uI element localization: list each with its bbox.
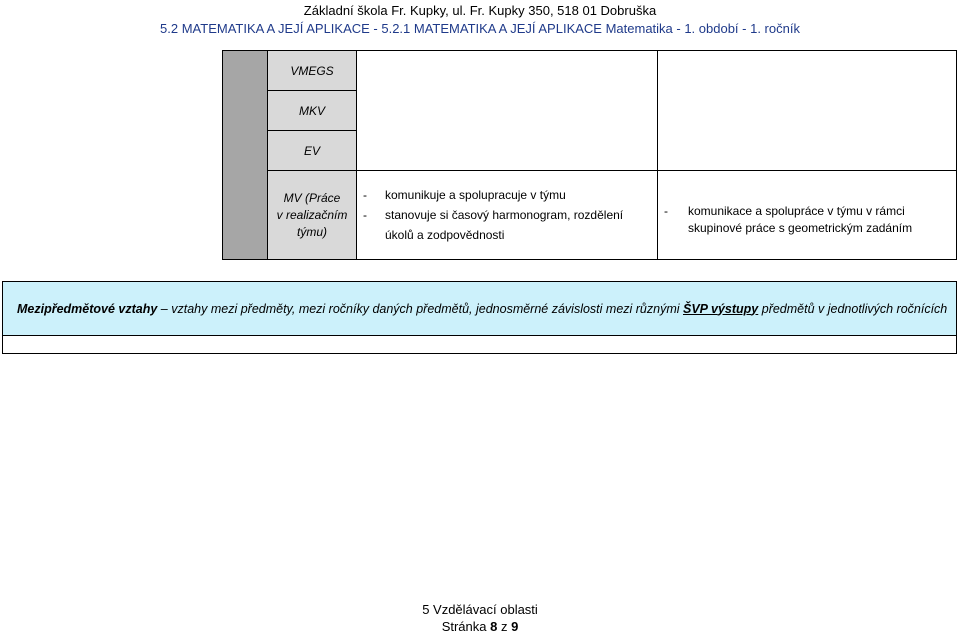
page-total: 9 <box>511 619 519 634</box>
cross-subject-dash: – <box>157 301 172 316</box>
outcomes-list <box>357 185 657 245</box>
cross-subject-heading-cell <box>3 282 957 336</box>
list-item-continued: úkolů a zodpovědnosti <box>385 228 505 242</box>
subject-heading: 5.2 MATEMATIKA A JEJÍ APLIKACE - 5.2.1 MATEMATIKA A JEJÍ APLIKACE Matematika - 1. období - 1. ročník <box>160 21 800 36</box>
mv-outcomes-cell <box>357 171 658 260</box>
table-row <box>223 51 957 91</box>
gray-side-cell <box>223 51 268 260</box>
cross-topics-table <box>222 50 957 260</box>
svp-outcomes-label: ŠVP výstupy <box>683 301 759 316</box>
page-header <box>0 0 960 38</box>
page-sep: z <box>497 619 512 634</box>
list-item: - stanovuje si časový harmonogram, rozdělení <box>363 205 647 225</box>
mv-curriculum-cell <box>658 171 957 260</box>
cross-subject-text-2: předmětů v jednotlivých ročnících <box>758 301 948 316</box>
list-item-continued: skupinové práce s geometrickým zadáním <box>688 221 913 235</box>
page-prefix: Stránka <box>441 619 491 634</box>
topic-mv-line3: týmu) <box>297 224 327 239</box>
page-current: 8 <box>490 619 498 634</box>
curriculum-list <box>658 201 956 237</box>
cross-subject-title: Mezipředmětové vztahy <box>17 301 158 316</box>
footer-page-number <box>0 618 960 636</box>
school-name: Základní škola Fr. Kupky, ul. Fr. Kupky 350, 518 01 Dobruška <box>303 3 657 18</box>
table-row <box>223 171 957 260</box>
topic-mv-line1: MV (Práce <box>283 190 341 205</box>
topic-mv-line2: v realizačním <box>276 207 348 222</box>
outcomes-cell-empty <box>357 51 658 171</box>
topic-mv <box>268 171 357 260</box>
topic-mkv: MKV <box>268 91 357 131</box>
table-row <box>3 336 957 354</box>
topic-vmegs: VMEGS <box>268 51 357 91</box>
list-item: - komunikuje a spolupracuje v týmu <box>363 185 647 205</box>
cross-subject-table <box>2 281 957 354</box>
cross-subject-text-1: vztahy mezi předměty, mezi ročníky daných předmětů, jednosměrné závislosti mezi různými <box>171 301 683 316</box>
table-row <box>3 282 957 336</box>
list-item: - komunikace a spolupráce v týmu v rámci <box>664 203 946 220</box>
footer-section: 5 Vzdělávací oblasti <box>422 602 538 617</box>
topic-ev: EV <box>268 131 357 171</box>
empty-row-cell <box>3 336 957 354</box>
curriculum-cell-empty <box>658 51 957 171</box>
